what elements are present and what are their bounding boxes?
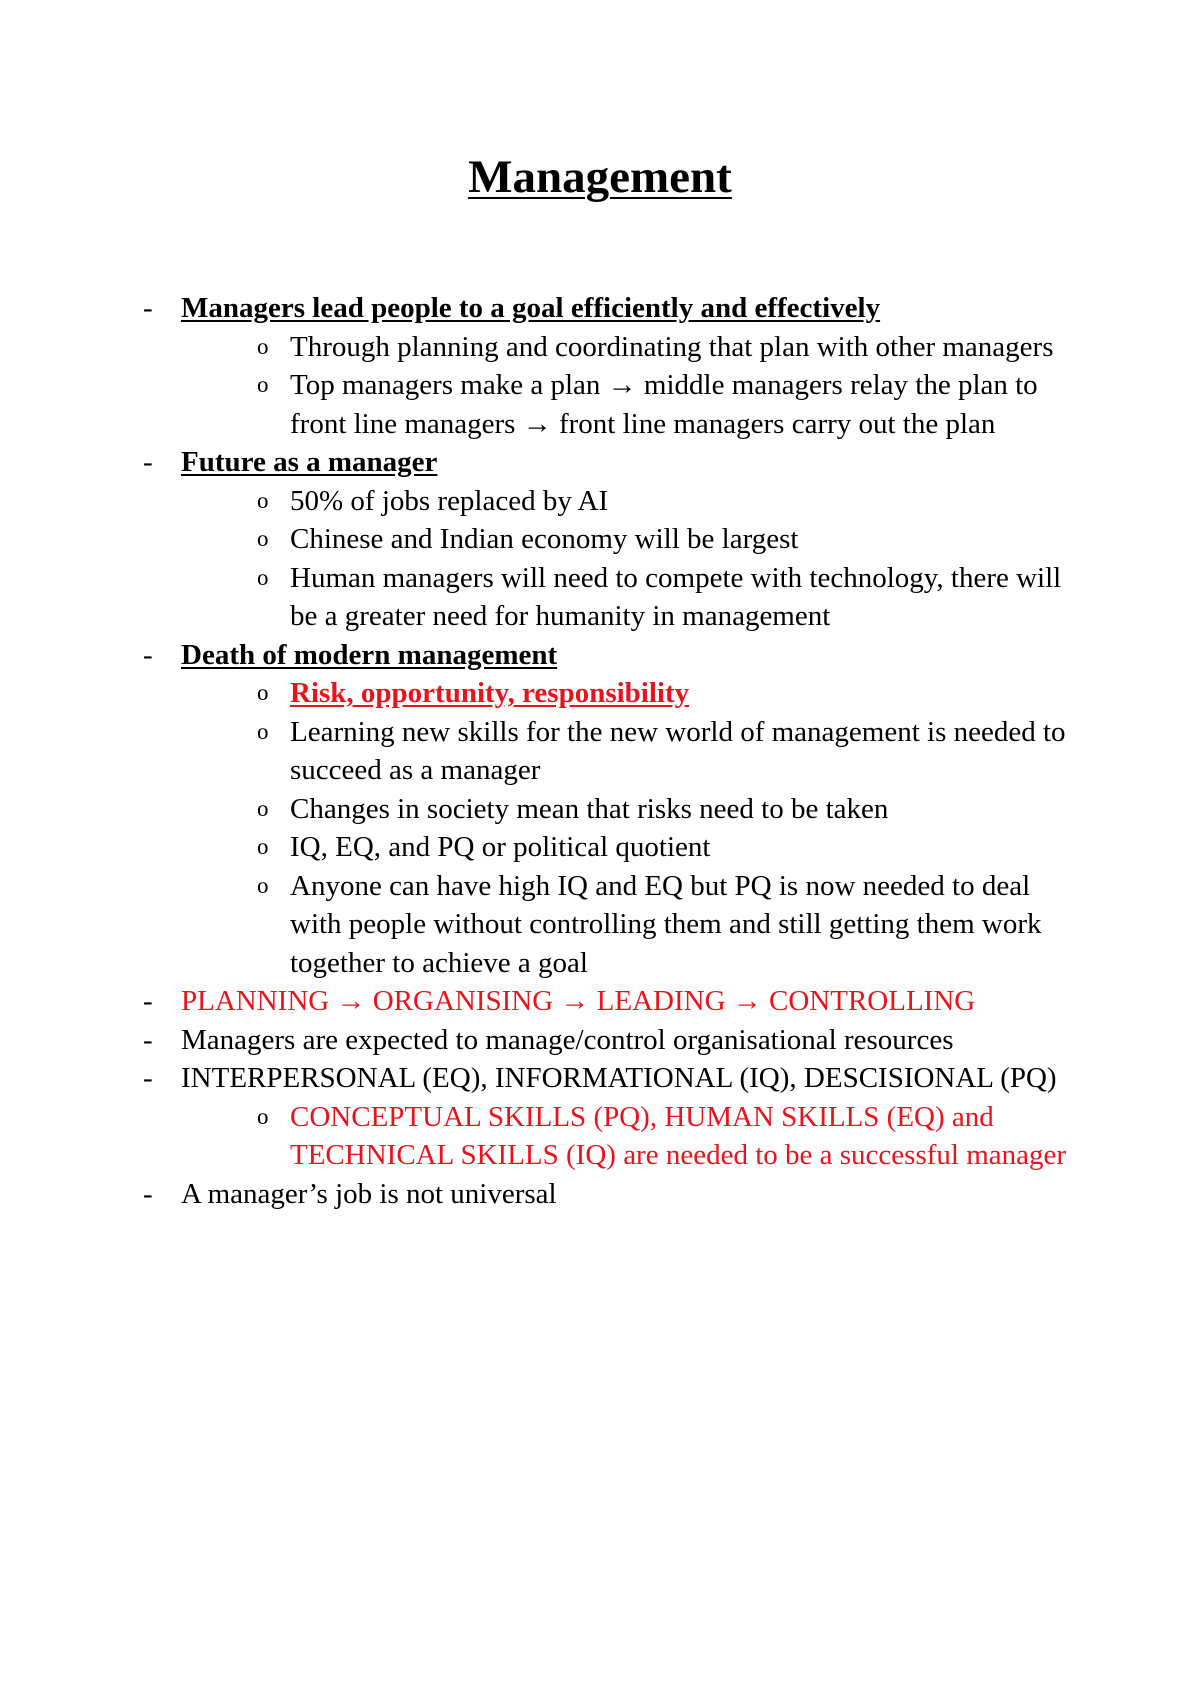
circle-marker: o [257, 718, 269, 744]
dash-marker: - [143, 1023, 153, 1056]
circle-marker: o [257, 564, 269, 590]
bullet-heading: Death of modern management [181, 638, 558, 671]
circle-marker: o [257, 872, 269, 898]
process-flow-text: PLANNING → ORGANISING → LEADING → CONTROLLING [181, 985, 976, 1017]
dash-marker: - [143, 1177, 153, 1210]
bullet-item [0, 443, 1081, 482]
sub-bullet-item [0, 867, 1070, 983]
sub-bullet-text: Changes in society mean that risks need to be taken [290, 792, 889, 825]
bullet-text: INTERPERSONAL (EQ), INFORMATIONAL (IQ), DESCISIONAL (PQ) [181, 1062, 1057, 1094]
sub-bullet-item [0, 828, 1070, 867]
sub-bullet-text: Top managers make a plan → middle managers relay the plan to front line managers → front line managers carry out the plan [290, 369, 1038, 440]
sub-bullet-text: 50% of jobs replaced by AI [290, 484, 609, 517]
sub-bullet-item [0, 713, 1070, 790]
sub-bullet-text: Learning new skills for the new world of management is needed to succeed as a manager [290, 715, 1066, 786]
dash-marker: - [143, 638, 153, 671]
sub-bullet-item [0, 559, 1070, 636]
sub-bullet-text: Human managers will need to compete with technology, there will be a greater need for humanity in management [290, 561, 1062, 632]
bullet-item [0, 636, 1081, 675]
sub-bullet-highlight: CONCEPTUAL SKILLS (PQ), HUMAN SKILLS (EQ) and TECHNICAL SKILLS (IQ) are needed to be a successful manager [290, 1100, 1067, 1171]
circle-marker: o [257, 372, 269, 397]
circle-marker: o [257, 795, 269, 821]
sub-bullet-text: Anyone can have high IQ and EQ but PQ is now needed to deal with people without controlling them and still getting them work together to achieve a goal [290, 869, 1042, 979]
bullet-heading: Future as a manager [181, 446, 438, 478]
sub-bullet-item [0, 1098, 1070, 1175]
circle-marker: o [257, 1103, 269, 1129]
dash-marker: - [143, 985, 153, 1017]
bullet-text: Managers are expected to manage/control organisational resources [181, 1023, 954, 1056]
sub-bullet-text: Through planning and coordinating that plan with other managers [290, 330, 1054, 363]
bullet-list [0, 289, 1200, 1213]
document-title: Management [468, 151, 732, 203]
sub-bullet-highlight: Risk, opportunity, responsibility [290, 677, 690, 709]
bullet-item [0, 1021, 1081, 1060]
bullet-item [0, 289, 1081, 328]
circle-marker: o [257, 487, 269, 513]
bullet-item [0, 1175, 1081, 1214]
dash-marker: - [143, 1062, 153, 1094]
sub-bullet-text: IQ, EQ, and PQ or political quotient [290, 831, 711, 863]
sub-bullet-item [0, 520, 1070, 559]
circle-marker: o [257, 526, 269, 551]
bullet-heading: Managers lead people to a goal efficiently and effectively [181, 292, 881, 324]
sub-bullet-item [0, 790, 1070, 829]
circle-marker: o [257, 834, 269, 859]
sub-bullet-item [0, 674, 1070, 713]
sub-bullet-item [0, 366, 1070, 443]
circle-marker: o [257, 680, 269, 705]
sub-bullet-item [0, 328, 1070, 367]
sub-bullet-item [0, 482, 1070, 521]
circle-marker: o [257, 333, 269, 359]
bullet-item [0, 982, 1081, 1021]
dash-marker: - [143, 292, 153, 324]
bullet-text: A manager’s job is not universal [181, 1177, 557, 1210]
dash-marker: - [143, 446, 153, 478]
bullet-item [0, 1059, 1081, 1098]
sub-bullet-text: Chinese and Indian economy will be largest [290, 523, 799, 555]
